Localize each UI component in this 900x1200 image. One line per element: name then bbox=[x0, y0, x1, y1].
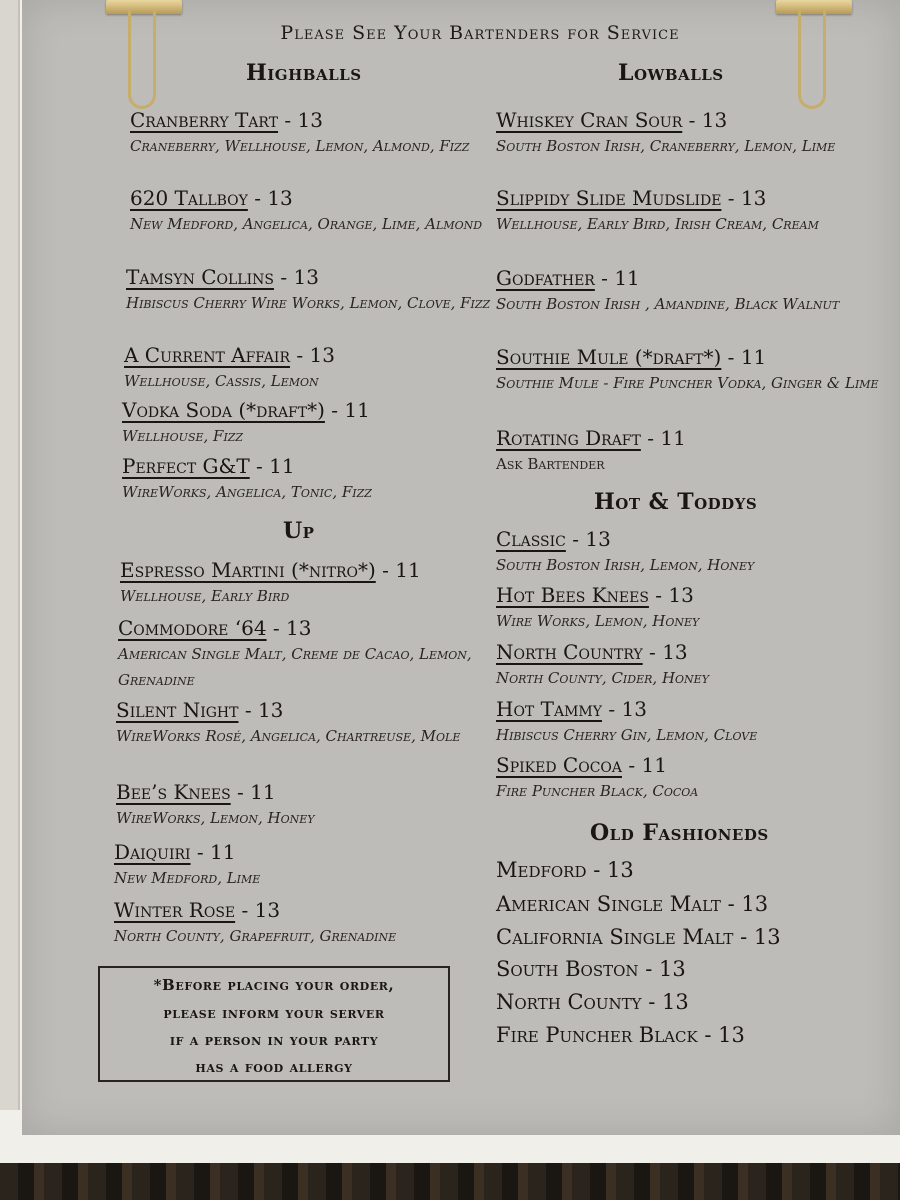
drink-price: 11 bbox=[344, 398, 370, 422]
drink-name: Hot Bees Knees bbox=[496, 583, 649, 607]
drink-title-line bbox=[496, 527, 886, 551]
drink-item bbox=[122, 454, 512, 505]
menu-cover-edge bbox=[0, 0, 20, 1110]
drink-ingredients: South Boston Irish , Amandine, Black Walnut bbox=[496, 295, 840, 313]
drink-title-line bbox=[120, 558, 510, 582]
drink-item bbox=[122, 398, 512, 449]
price-separator: - bbox=[375, 558, 396, 582]
drink-title-line bbox=[496, 583, 886, 607]
drink-name: Southie Mule (*draft*) bbox=[496, 345, 722, 369]
drink-item bbox=[496, 583, 886, 634]
price-separator: - bbox=[640, 426, 661, 450]
drink-name: Classic bbox=[496, 527, 566, 551]
drink-title-line bbox=[122, 454, 512, 478]
drink-ingredients: Hibiscus Cherry Wire Works, Lemon, Clove, Fizz bbox=[126, 294, 491, 312]
drink-title-line bbox=[130, 108, 520, 132]
drink-title-line bbox=[122, 398, 512, 422]
drink-price: 13 bbox=[257, 698, 284, 722]
drink-item bbox=[496, 426, 886, 477]
price-separator: - bbox=[594, 266, 615, 290]
drink-price: 13 bbox=[286, 616, 312, 640]
drink-name: Silent Night bbox=[116, 698, 239, 722]
drink-item bbox=[124, 343, 514, 394]
drink-ingredients: Fire Puncher Black, Cocoa bbox=[496, 782, 699, 800]
drink-name: Fire Puncher Black bbox=[496, 1023, 698, 1047]
drink-title-line bbox=[116, 780, 506, 804]
allergy-notice-line: has a food allergy bbox=[195, 1058, 353, 1076]
drink-name: Perfect G&T bbox=[122, 454, 250, 478]
drink-price: 11 bbox=[641, 753, 667, 777]
price-separator: - bbox=[290, 343, 310, 367]
drink-item bbox=[496, 108, 886, 159]
drink-name: South Boston bbox=[496, 957, 639, 981]
drink-name: Cranberry Tart bbox=[130, 108, 279, 132]
price-separator: - bbox=[230, 780, 251, 804]
drink-title-line bbox=[496, 266, 886, 290]
old-fashioned-item bbox=[496, 990, 689, 1014]
price-separator: - bbox=[622, 753, 642, 777]
binder-clip-wire bbox=[798, 10, 826, 109]
drink-title-line bbox=[496, 753, 886, 777]
drink-title-line bbox=[496, 640, 886, 664]
drink-ingredients: Ask Bartender bbox=[496, 455, 605, 473]
drink-price: 13 bbox=[254, 898, 281, 922]
drink-ingredients: Wellhouse, Fizz bbox=[122, 427, 244, 445]
drink-item bbox=[114, 898, 504, 949]
drink-price: 13 bbox=[297, 108, 323, 132]
drink-name: 620 Tallboy bbox=[130, 186, 248, 210]
drink-ingredients: North County, Grapefruit, Grenadine bbox=[114, 927, 397, 945]
drink-item bbox=[496, 186, 886, 237]
price-separator: - bbox=[697, 1023, 719, 1047]
drink-price: 13 bbox=[293, 265, 319, 289]
allergy-notice-line: please inform your server bbox=[163, 1004, 385, 1022]
drink-item bbox=[496, 697, 886, 748]
old-fashioned-item bbox=[496, 957, 686, 981]
drink-name: Tamsyn Collins bbox=[126, 265, 274, 289]
price-separator: - bbox=[278, 108, 298, 132]
drink-name: Daiquiri bbox=[114, 840, 191, 864]
drink-title-line bbox=[496, 108, 886, 132]
drink-ingredients: American Single Malt, Creme de Cacao, Lemon, Grenadine bbox=[118, 645, 472, 689]
drink-name: Godfather bbox=[496, 266, 595, 290]
section-title-old-fashioneds: Old Fashioneds bbox=[590, 820, 769, 846]
drink-ingredients: South Boston Irish, Craneberry, Lemon, Lime bbox=[496, 137, 836, 155]
drink-name: Rotating Draft bbox=[496, 426, 641, 450]
drink-ingredients: Wire Works, Lemon, Honey bbox=[496, 612, 700, 630]
drink-title-line bbox=[124, 343, 514, 367]
drink-price: 13 bbox=[267, 186, 293, 210]
drink-name: Commodore ‘64 bbox=[118, 616, 267, 640]
drink-name: Winter Rose bbox=[114, 898, 236, 922]
drink-title-line bbox=[130, 186, 520, 210]
drink-ingredients: WireWorks Rosé, Angelica, Chartreuse, Mole bbox=[116, 727, 461, 745]
drink-name: Hot Tammy bbox=[496, 697, 602, 721]
drink-price: 13 bbox=[309, 343, 335, 367]
price-separator: - bbox=[721, 345, 741, 369]
drink-item bbox=[496, 527, 886, 578]
price-separator: - bbox=[641, 990, 662, 1014]
drink-title-line bbox=[118, 616, 508, 640]
drink-title-line bbox=[496, 426, 886, 450]
drink-ingredients: New Medford, Angelica, Orange, Lime, Almond bbox=[130, 215, 483, 233]
drink-title-line bbox=[496, 697, 886, 721]
drink-price: 13 bbox=[662, 640, 688, 664]
price-separator: - bbox=[238, 698, 258, 722]
price-separator: - bbox=[247, 186, 268, 210]
price-separator: - bbox=[682, 108, 702, 132]
drink-price: 13 bbox=[701, 108, 728, 132]
price-separator: - bbox=[249, 454, 270, 478]
drink-price: 13 bbox=[741, 892, 769, 916]
drink-name: North County bbox=[496, 990, 642, 1014]
drink-ingredients: WireWorks, Angelica, Tonic, Fizz bbox=[122, 483, 372, 501]
drink-price: 13 bbox=[753, 925, 781, 949]
section-title-lowballs: Lowballs bbox=[618, 60, 724, 86]
drink-item bbox=[130, 108, 520, 159]
old-fashioned-item bbox=[496, 858, 634, 882]
background-bar bbox=[0, 1163, 900, 1200]
drink-ingredients: Hibiscus Cherry Gin, Lemon, Clove bbox=[496, 726, 758, 744]
drink-name: American Single Malt bbox=[496, 892, 721, 916]
drink-item bbox=[496, 266, 886, 317]
drink-price: 11 bbox=[250, 780, 276, 804]
drink-price: 11 bbox=[740, 345, 767, 369]
price-separator: - bbox=[638, 957, 659, 981]
drink-ingredients: Craneberry, Wellhouse, Lemon, Almond, Fizz bbox=[130, 137, 470, 155]
drink-price: 13 bbox=[585, 527, 611, 551]
section-title-up: Up bbox=[283, 518, 315, 544]
price-separator: - bbox=[565, 527, 586, 551]
price-separator: - bbox=[324, 398, 345, 422]
drink-ingredients: South Boston Irish, Lemon, Honey bbox=[496, 556, 755, 574]
drink-name: Vodka Soda (*draft*) bbox=[122, 398, 325, 422]
price-separator: - bbox=[266, 616, 287, 640]
drink-title-line bbox=[114, 898, 504, 922]
old-fashioned-item bbox=[496, 892, 768, 916]
drink-name: A Current Affair bbox=[124, 343, 290, 367]
price-separator: - bbox=[586, 858, 607, 882]
drink-item bbox=[120, 558, 510, 609]
price-separator: - bbox=[733, 925, 754, 949]
price-separator: - bbox=[721, 186, 741, 210]
drink-name: Spiked Cocoa bbox=[496, 753, 622, 777]
drink-ingredients: New Medford, Lime bbox=[114, 869, 261, 887]
price-separator: - bbox=[190, 840, 211, 864]
drink-price: 13 bbox=[668, 583, 694, 607]
drink-title-line bbox=[126, 265, 516, 289]
allergy-notice-box bbox=[98, 966, 450, 1082]
binder-clip-wire bbox=[128, 10, 156, 109]
drink-ingredients: Southie Mule - Fire Puncher Vodka, Ginger & Lime bbox=[496, 374, 879, 392]
price-separator: - bbox=[642, 640, 663, 664]
price-separator: - bbox=[273, 265, 294, 289]
drink-name: California Single Malt bbox=[496, 925, 734, 949]
drink-price: 13 bbox=[621, 697, 647, 721]
drink-name: Bee’s Knees bbox=[116, 780, 231, 804]
drink-price: 13 bbox=[658, 957, 686, 981]
drink-item bbox=[496, 640, 886, 691]
drink-price: 13 bbox=[718, 1023, 745, 1047]
drink-name: Medford bbox=[496, 858, 587, 882]
drink-name: Slippidy Slide Mudslide bbox=[496, 186, 722, 210]
drink-price: 11 bbox=[660, 426, 686, 450]
drink-price: 11 bbox=[614, 266, 640, 290]
drink-price: 13 bbox=[606, 858, 634, 882]
drink-title-line bbox=[116, 698, 506, 722]
drink-ingredients: Wellhouse, Cassis, Lemon bbox=[124, 372, 319, 390]
drink-name: Espresso Martini (*nitro*) bbox=[120, 558, 376, 582]
old-fashioned-item bbox=[496, 1023, 745, 1047]
drink-price: 11 bbox=[395, 558, 421, 582]
drink-item bbox=[118, 616, 508, 693]
drink-ingredients: North County, Cider, Honey bbox=[496, 669, 709, 687]
price-separator: - bbox=[601, 697, 622, 721]
section-title-hot-toddys: Hot & Toddys bbox=[594, 489, 758, 515]
drink-item bbox=[130, 186, 520, 237]
drink-item bbox=[496, 753, 886, 804]
drink-price: 13 bbox=[661, 990, 689, 1014]
drink-ingredients: Wellhouse, Early Bird bbox=[120, 587, 290, 605]
drink-title-line bbox=[496, 186, 886, 210]
price-separator: - bbox=[720, 892, 742, 916]
old-fashioned-item bbox=[496, 925, 781, 949]
drink-ingredients: WireWorks, Lemon, Honey bbox=[116, 809, 315, 827]
drink-item bbox=[496, 345, 886, 396]
drink-price: 13 bbox=[740, 186, 767, 210]
allergy-notice-line: *Before placing your order, bbox=[153, 976, 395, 994]
drink-item bbox=[114, 840, 504, 891]
drink-ingredients: Wellhouse, Early Bird, Irish Cream, Cream bbox=[496, 215, 819, 233]
drink-name: Whiskey Cran Sour bbox=[496, 108, 683, 132]
drink-item bbox=[126, 265, 516, 316]
drink-price: 11 bbox=[269, 454, 295, 478]
price-separator: - bbox=[235, 898, 255, 922]
price-separator: - bbox=[648, 583, 669, 607]
allergy-notice-line: if a person in your party bbox=[169, 1031, 379, 1049]
drink-name: North Country bbox=[496, 640, 643, 664]
drink-title-line bbox=[496, 345, 886, 369]
section-title-highballs: Highballs bbox=[246, 60, 362, 86]
drink-title-line bbox=[114, 840, 504, 864]
drink-price: 11 bbox=[210, 840, 236, 864]
drink-item bbox=[116, 780, 506, 831]
drink-item bbox=[116, 698, 506, 749]
service-header: Please See Your Bartenders for Service bbox=[280, 22, 680, 44]
